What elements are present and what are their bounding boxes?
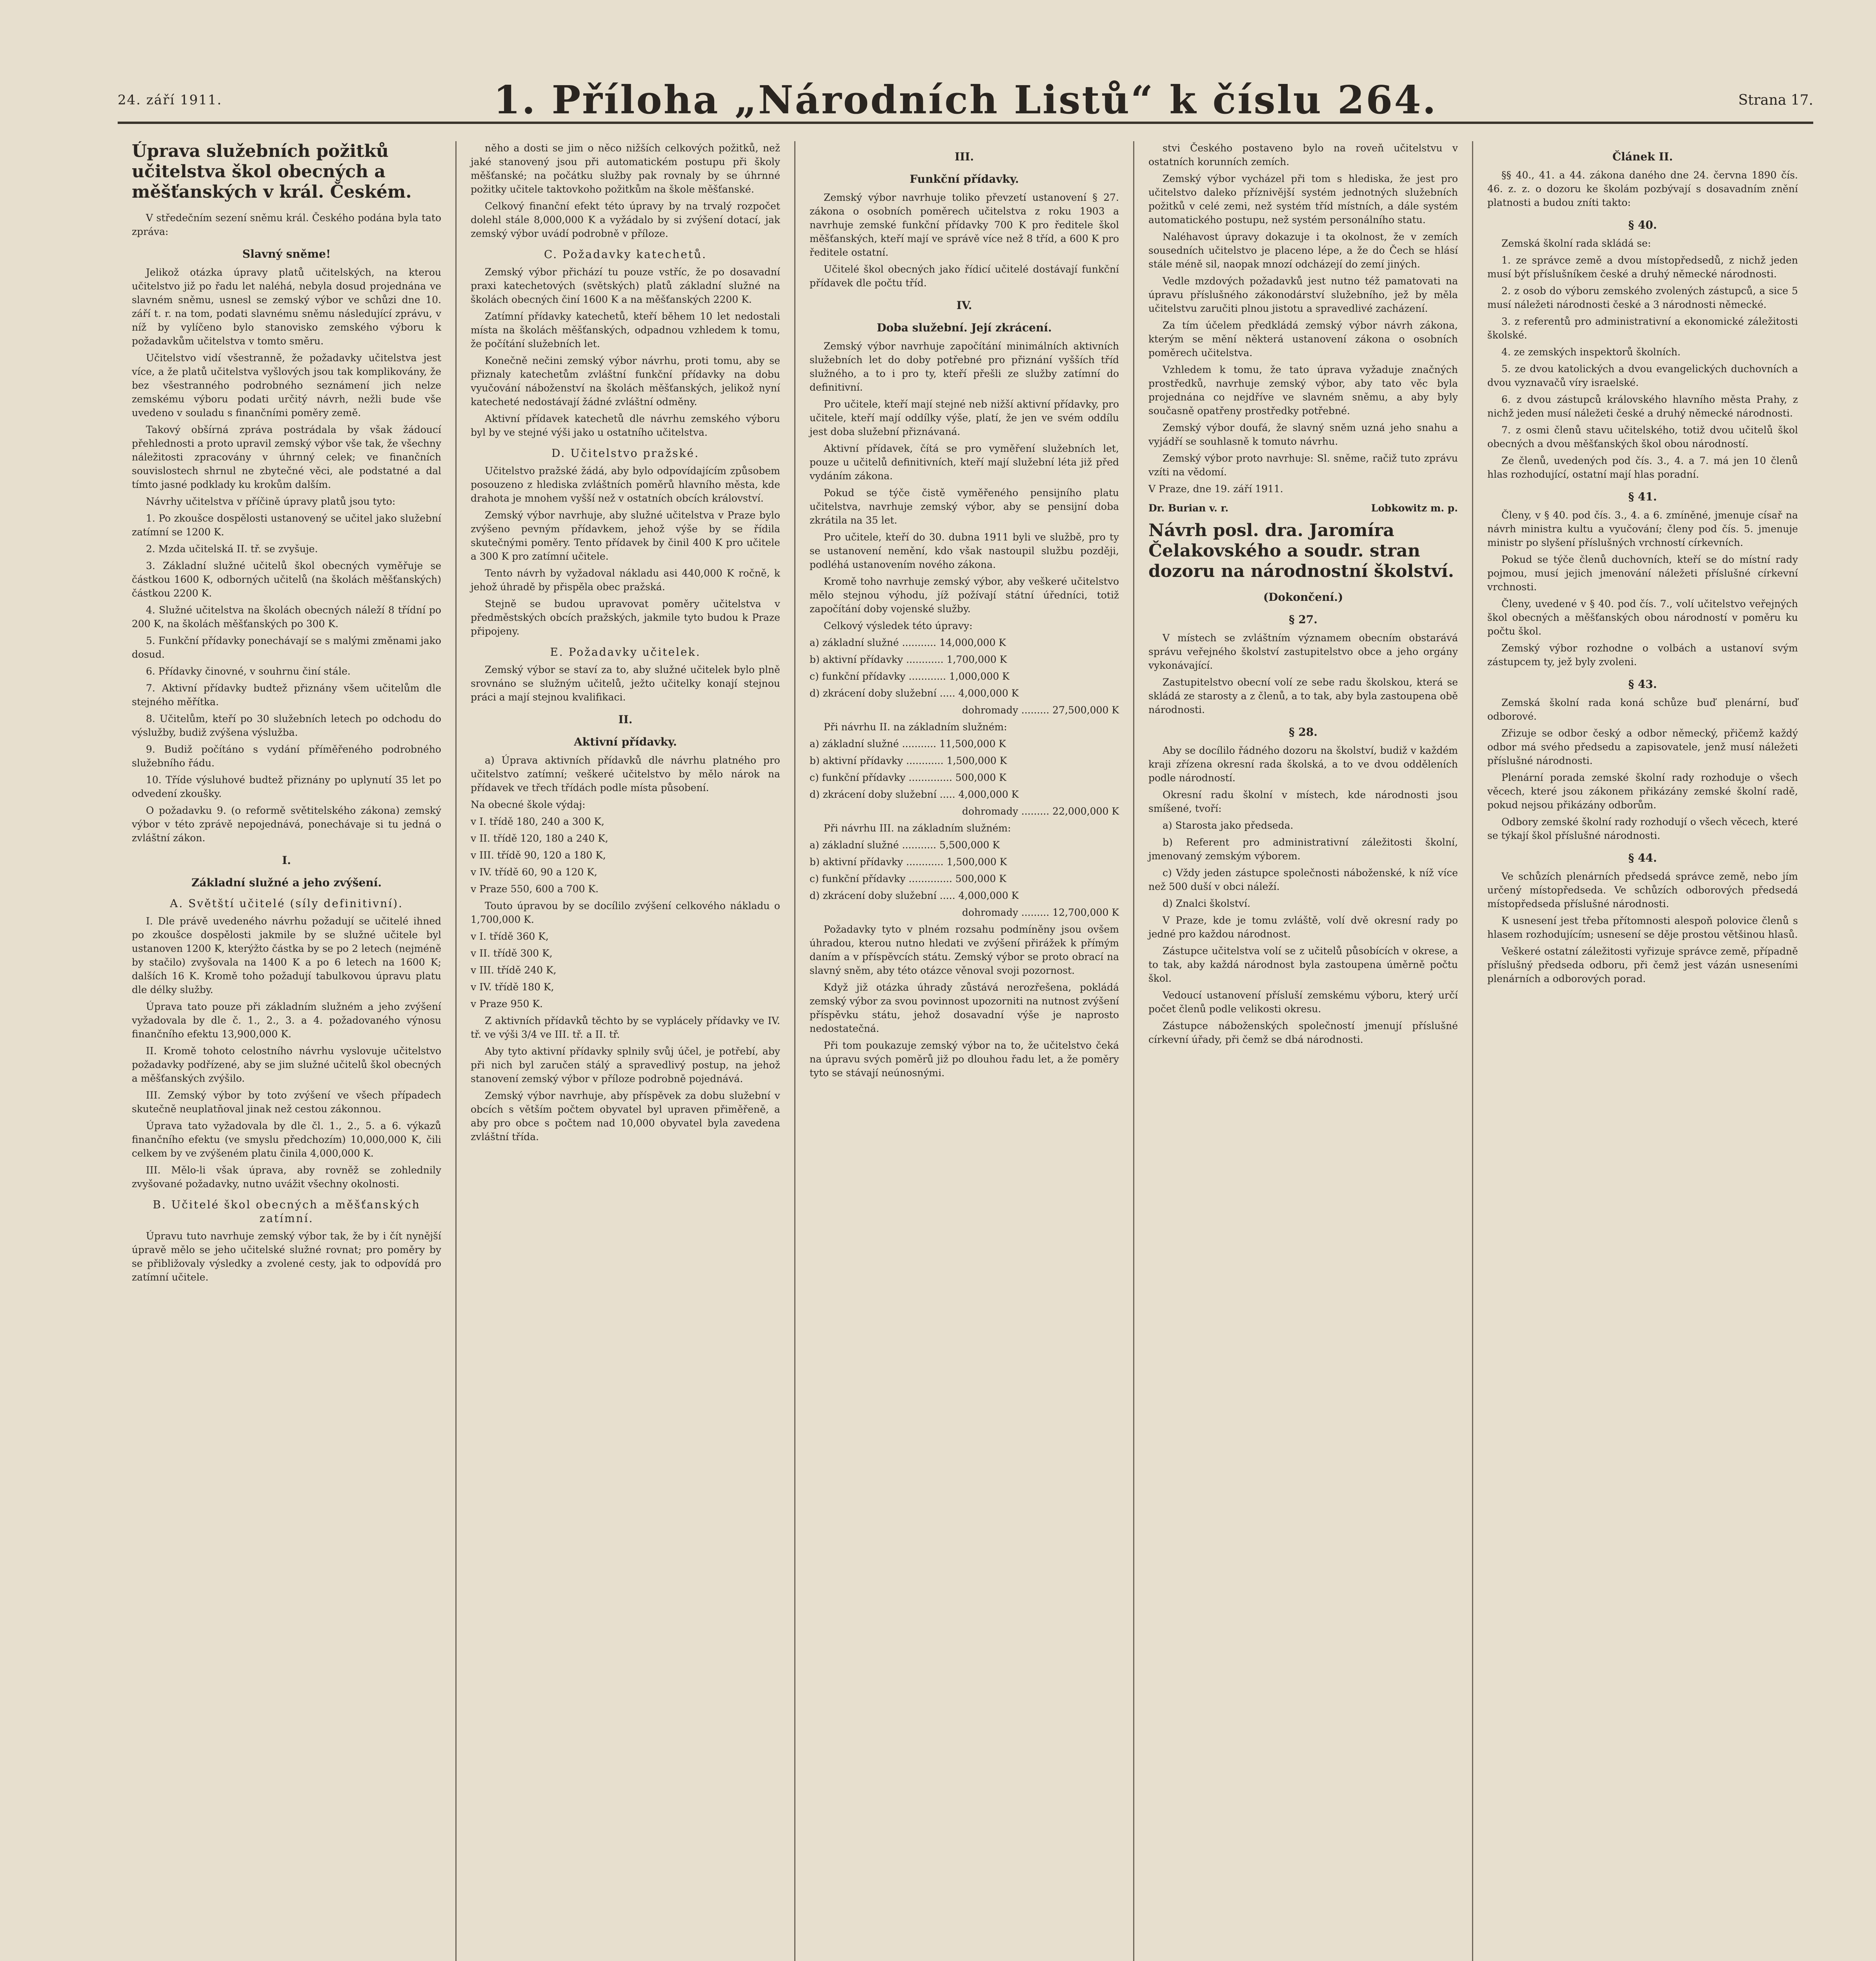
article-section-title: Článek II.: [1612, 150, 1673, 163]
table-line: v I. třídě 180, 240 a 300 K,: [471, 816, 604, 827]
list-item: 1. Po zkoušce dospělosti ustanovený se učitel jako služební zatímní se 1200 K.: [132, 513, 441, 538]
continuation-note: (Dokončení.): [1263, 591, 1343, 604]
list-item: c) Vždy jeden zástupce společnosti náboženské, k níž více než 500 duší v obci náleží.: [1148, 867, 1458, 892]
paragraph: Aby se docílilo řádného dozoru na školství, budiž v každém kraji zřízena okresní rada školská, a to ve dvou odděleních podle národností.: [1148, 745, 1458, 784]
section-number: § 41.: [1628, 490, 1657, 503]
paragraph: Z aktivních přídavků těchto by se vyplácely přídavky ve IV. tř. ve výši 3/4 ve III. tř. a II. tř.: [471, 1015, 780, 1040]
subsection-title: E. Požadavky učitelek.: [550, 646, 701, 659]
paragraph: Jelikož otázka úpravy platů učitelských, na kterou učitelstvo již po řadu let naléhá, nebyla dosud projednána ve slavném sněmu, usnesl se zemský výbor ve schůzi dne 10. září t. r. na tom, podati slavnému sněmu následující zprávu, v níž by vylíčeno bylo stanovisko zemského výboru k požadavkům učitelstva v tomto směru.: [132, 267, 441, 347]
paragraph: stvi Českého postaveno bylo na roveň učitelstvu v ostatních korunních zemích.: [1148, 142, 1458, 167]
table-line: d) zkrácení doby služební ..... 4,000,000 K: [810, 789, 1019, 800]
paragraph: něho a dosti se jim o něco nižších celkových požitků, než jaké stanovený jsou při automatickém postupu při školy měšťanské; na počátku služby pak rovnaly by se úhrnné požitky učitele taktovkoho požitkům na škole měšťanské.: [471, 142, 780, 195]
paragraph: Okresní radu školní v místech, kde národnosti jsou smíšené, tvoří:: [1148, 789, 1458, 814]
paragraph: Zástupce učitelstva volí se z učitelů působících v okrese, a to tak, aby každá národnost byla zastoupena úměrně počtu škol.: [1148, 945, 1458, 984]
table-line: a) základní služné ........... 14,000,000 K: [810, 637, 1006, 648]
list-item: 4. Služné učitelstva na školách obecných náleží 8 třídní po 200 K, na školách měšťanských po 300 K.: [132, 604, 441, 629]
section-title: Základní služné a jeho zvýšení.: [191, 876, 382, 889]
paragraph: Aktivní přídavek katechetů dle návrhu zemského výboru byl by ve stejné výši jako u ostatního učitelstva.: [471, 413, 780, 438]
paragraph: Pro učitele, kteří mají stejné neb nižší aktivní přídavky, pro učitele, kteří mají oddílky výše, platí, že jen ve svém oddílu jest doba služební přiznávaná.: [810, 398, 1119, 437]
paragraph: Celkový výsledek této úpravy:: [824, 620, 973, 631]
paragraph: Zatímní přídavky katechetů, kteří během 10 let nedostali místa na školách měšťanských, odpadnou vzhledem k tomu, že počítání služebních let.: [471, 311, 780, 349]
paragraph: Naléhavost úpravy dokazuje i ta okolnost, že v zemích sousedních učitelstvo je placeno lépe, a že do Čech se hlásí stále méně sil, naopak mnozí odcházejí do zemí jiných.: [1148, 231, 1458, 270]
column-3: [795, 141, 1134, 1961]
table-line: Na obecné škole výdaj:: [471, 799, 586, 810]
table-line: v III. třídě 240 K,: [471, 964, 557, 976]
paragraph: Zemský výbor vycházel při tom s hlediska, že jest pro učitelstvo daleko příznivější systém jednotných služebních požitků v celé zemi, než systém tříd místních, a dále systém automatického postupu, než systém personálního statu.: [1148, 173, 1458, 226]
table-line: v Praze 950 K.: [471, 998, 543, 1010]
signature-right: Lobkowitz m. p.: [1371, 502, 1458, 514]
paragraph: Aktivní přídavek, čítá se pro vyměření služebních let, pouze u učitelů definitivních, kteří mají služební léta již před vydáním zákona.: [810, 443, 1119, 482]
table-line: a) základní služné ........... 11,500,000 K: [810, 738, 1006, 749]
section-number: § 43.: [1628, 678, 1657, 691]
paragraph: Úprava tato vyžadovala by dle čl. 1., 2., 5. a 6. výkazů finančního efektu (ve smyslu předchozím) 10,000,000 K, čili celkem by ve zvýšeném platu činila 4,000,000 K.: [132, 1120, 441, 1159]
list-item: d) Znalci školství.: [1163, 898, 1250, 909]
table-line: c) funkční přídavky .............. 500,000 K: [810, 873, 1006, 884]
paragraph: Zemský výbor se staví za to, aby služné učitelek bylo plně srovnáno se služným učitelů, ježto učitelky konají stejnou práci a mají stejnou kvalifikaci.: [471, 664, 780, 703]
paragraph: Vedoucí ustanovení přísluší zemskému výboru, který určí počet členů podle velikosti okresu.: [1148, 990, 1458, 1015]
page-header: [118, 78, 1813, 124]
table-line: v I. třídě 360 K,: [471, 931, 549, 942]
paragraph: Aby tyto aktivní přídavky splnily svůj účel, je potřebí, aby při nich byl zaručen stálý a spravedlivý postup, na jehož stanovení zemský výbor v příloze podrobně pojednává.: [471, 1046, 780, 1084]
section-title: Funkční přídavky.: [910, 173, 1019, 186]
list-item: b) Referent pro administrativní záležitosti školní, jmenovaný zemským výborem.: [1148, 837, 1458, 862]
section-number: I.: [282, 854, 291, 867]
list-item: 4. ze zemských inspektorů školních.: [1501, 346, 1681, 358]
paragraph: Ze členů, uvedených pod čís. 3., 4. a 7. má jen 10 členů hlas rozhodující, ostatní mají hlas poradní.: [1487, 455, 1798, 480]
column-1: [118, 141, 457, 1961]
paragraph: V Praze, kde je tomu zvláště, volí dvě okresní rady po jedné pro každou národnost.: [1148, 915, 1458, 940]
table-total: dohromady ......... 12,700,000 K: [962, 907, 1119, 918]
list-item: 7. z osmi členů stavu učitelského, totiž dvou učitelů škol obecných a dvou měšťanských škol obou národností.: [1487, 424, 1798, 449]
list-item: 5. Funkční přídavky ponechávají se s malými změnami jako dosud.: [132, 635, 441, 660]
paragraph: a) Úprava aktivních přídavků dle návrhu platného pro učitelstvo zatímní; veškeré učitelstvo by mělo nárok na přídavek ve třech třídách podle místa působení.: [471, 755, 780, 793]
paragraph: Touto úpravou by se docílilo zvýšení celkového nákladu o 1,700,000 K.: [471, 900, 780, 925]
paragraph: §§ 40., 41. a 44. zákona daného dne 24. června 1890 čís. 46. z. z. o dozoru ke školám pozbývají s dosavadním znění platnosti a budou zníti takto:: [1487, 169, 1798, 208]
column-4: [1134, 141, 1473, 1961]
paragraph: Zemský výbor rozhodne o volbách a ustanoví svým zástupcem ty, jež byly zvoleni.: [1487, 642, 1798, 668]
issue-date: 24. září 1911.: [118, 92, 222, 108]
section-title: Doba služební. Její zkrácení.: [877, 321, 1052, 334]
table-line: c) funkční přídavky ............ 1,000,000 K: [810, 671, 1010, 682]
subsection-title: C. Požadavky katechetů.: [544, 248, 707, 261]
paragraph: Pokud se týče členů duchovních, kteří se do místní rady pojmou, musí jejich jmenování náležeti příslušné církevní vrchnosti.: [1487, 554, 1798, 593]
column-2: [457, 141, 795, 1961]
paragraph: Celkový finanční efekt této úpravy by na trvalý rozpočet dolehl stále 8,000,000 K a vyžádalo by si zvýšení dotací, jak zemský výbor uvádí podrobně v příloze.: [471, 200, 780, 239]
supplement-banner: 1. Příloha „Národních Listů“ k číslu 264.: [493, 77, 1437, 123]
paragraph: Za tím účelem předkládá zemský výbor návrh zákona, kterým se mění některá ustanovení zákona o osobních poměrech učitelstva.: [1148, 320, 1458, 358]
table-line: b) aktivní přídavky ............ 1,500,000 K: [810, 856, 1007, 868]
paragraph: Při návrhu II. na základním služném:: [824, 721, 1007, 733]
table-line: v II. třídě 300 K,: [471, 948, 553, 959]
paragraph: Učitelstvo vidí všestranně, že požadavky učitelstva jest více, a že platů učitelstva vyšlových jsou tak komplikovány, že bez všestranného podrobného seznámení jich nelze zemskému výboru podati určitý návrh, nežli bude vše uvedeno v souladu s finančními poměry země.: [132, 352, 441, 418]
paragraph: O požadavku 9. (o reformě světitelského zákona) zemský výbor v této zprávě nepojednává, ponechávaje si tu jedná o zvláštní zákon.: [132, 805, 441, 844]
table-line: v II. třídě 120, 180 a 240 K,: [471, 833, 608, 844]
paragraph: I. Dle právě uvedeného návrhu požadují se učitelé ihned po zkoušce dospělosti jakmile by se služné učitele byl ustanoven 1200 K, kterýžto částka by se po 2 letech (nejméně by stačilo) zvyšovala na 1400 K a po 6 letech na 1600 K; dalších 16 K. Kromě toho požadují tabulkovou úpravu platu dle délky služby.: [132, 915, 441, 995]
paragraph: Požadavky tyto v plném rozsahu podmíněny jsou ovšem úhradou, kterou nutno hledati ve zvýšení přirážek k přímým daním a v příspěvcích státu. Zemský výbor se proto obrací na slavný sněm, aby této otázce věnoval svoji pozornost.: [810, 924, 1119, 976]
section-number: § 40.: [1628, 218, 1657, 231]
paragraph: V místech se zvláštním významem obecním obstarává správu veřejného školství zastupitelstvo obce a jeho orgány vykonávající.: [1148, 632, 1458, 671]
paragraph: Takový obšírná zpráva postrádala by však žádoucí přehlednosti a proto upravil zemský výbor vše tak, že všechny náležitosti zpracovány v úhrnný celek; ve finančních souvislostech shrnul ne zbytečné věci, ale podstatné a dal tímto jasné podklady ku krokům dalším.: [132, 424, 441, 490]
dateline: V Praze, dne 19. září 1911.: [1148, 483, 1283, 495]
paragraph: Ve schůzích plenárních předsedá správce země, nebo jím určený místopředseda. Ve schůzích odborových předsedá místopředseda příslušné národnosti.: [1487, 871, 1798, 910]
subsection-title: D. Učitelstvo pražské.: [551, 447, 700, 460]
paragraph: V středečním sezení sněmu král. Českého podána byla tato zpráva:: [132, 212, 441, 237]
list-item: 1. ze správce země a dvou místopředsedů, z nichž jeden musí být příslušníkem české a druhý německé národnosti.: [1487, 255, 1798, 280]
paragraph: Návrhy učitelstva v příčině úpravy platů jsou tyto:: [146, 496, 396, 507]
paragraph: II. Kromě tohoto celostního návrhu vyslovuje učitelstvo požadavky podřízené, aby se jim služné učitelů škol obecných a měšťanských zvýšilo.: [132, 1045, 441, 1084]
table-total: dohromady ......... 27,500,000 K: [962, 704, 1119, 716]
list-item: 5. ze dvou katolických a dvou evangelických duchovních a dvou vyznavačů víry israelské.: [1487, 363, 1798, 388]
list-item: 3. z referentů pro administrativní a ekonomické záležitosti školské.: [1487, 316, 1798, 341]
paragraph: III. Mělo-li však úprava, aby rovněž se zohlednily zvyšované požadavky, nutno uvážit všechny okolnosti.: [132, 1164, 441, 1190]
paragraph: Zemský výbor navrhuje toliko převzetí ustanovení § 27. zákona o osobních poměrech učitelstva z roku 1903 a navrhuje zemské funkční přídavky 700 K pro ředitele škol měšťanských, kteří mají ve správě více než 8 tříd, a 600 K pro ředitele ostatní.: [810, 192, 1119, 258]
paragraph: Zemský výbor navrhuje započítání minimálních aktivních služebních let do doby potřebné pro přiznání vyšších tříd služného, a to i pro ty, kteří přešli ze služby zatímní do definitivní.: [810, 340, 1119, 393]
paragraph: Odbory zemské školní rady rozhodují o všech věcech, které se týkají škol příslušné národnosti.: [1487, 816, 1798, 841]
list-item: 2. Mzda učitelská II. tř. se zvyšuje.: [146, 543, 318, 555]
paragraph: Pro učitele, kteří do 30. dubna 1911 byli ve službě, pro ty se ustanovení nemění, kdo však nastoupil službu později, podléhá ustanovením nového zákona.: [810, 531, 1119, 570]
paragraph: Při návrhu III. na základním služném:: [824, 822, 1011, 834]
paragraph: Zemský výbor navrhuje, aby příspěvek za dobu služební v obcích s větším počtem obyvatel byl upraven přiměřeně, a aby pro obce s počtem nad 10,000 obyvatel byla zavedena zvláštní třída.: [471, 1090, 780, 1142]
paragraph: Konečně nečini zemský výbor návrhu, proti tomu, aby se přiznaly katechetům zvláštní funkční přídavky na dobu vyučování náboženství na školách měšťanských, jelikož nyní katecheté nedostávají žádné zvláštní odměny.: [471, 355, 780, 407]
paragraph: Členy, uvedené v § 40. pod čís. 7., volí učitelstvo veřejných škol obecných a měšťanských obou národností v poměru ku počtu škol.: [1487, 598, 1798, 637]
table-line: v IV. třídě 60, 90 a 120 K,: [471, 866, 597, 878]
list-item: 8. Učitelům, kteří po 30 služebních letech po odchodu do výslužby, budiž zvýšena výslužba.: [132, 713, 441, 738]
paragraph: Zemský výbor přichází tu pouze vstříc, že po dosavadní praxi katechetových (světských) platů základní služné na školách obecných činí 1600 K a na měšťanských 2200 K.: [471, 266, 780, 305]
paragraph: Stejně se budou upravovat poměry učitelstva v předměstských obcích pražských, jakmile tyto budou k Praze připojeny.: [471, 598, 780, 637]
list-item: 6. z dvou zástupců královského hlavního města Prahy, z nichž jeden musí náležeti české a druhý německé národnosti.: [1487, 394, 1798, 419]
table-line: v Praze 550, 600 a 700 K.: [471, 883, 599, 895]
section-number: II.: [618, 713, 633, 726]
paragraph: Veškeré ostatní záležitosti vyřizuje správce země, případně příslušný předseda odboru, při čemž jest vázán usneseními plenárních a odborových porad.: [1487, 946, 1798, 984]
paragraph: Úprava tato pouze při základním služném a jeho zvýšení vyžadovala by dle č. 1., 2., 3. a 4. požadovaného výnosu finančního efektu 13,900,000 K.: [132, 1001, 441, 1040]
signatures: [1148, 501, 1458, 515]
table-line: a) základní služné ........... 5,500,000 K: [810, 839, 1000, 851]
table-line: c) funkční přídavky .............. 500,000 K: [810, 772, 1006, 783]
section-number: § 28.: [1288, 726, 1318, 739]
paragraph: Zemský výbor doufá, že slavný sněm uzná jeho snahu a vyjádří se souhlasně k tomuto návrhu.: [1148, 422, 1458, 447]
paragraph: Kromě toho navrhuje zemský výbor, aby veškeré učitelstvo mělo stejnou výhodu, jíž požívají státní úředníci, totiž započítání doby vojenské služby.: [810, 576, 1119, 615]
paragraph: Pokud se týče čistě vyměřeného pensijního platu učitelstva, navrhuje zemský výbor, aby se pensijní doba zkrátila na 35 let.: [810, 487, 1119, 526]
paragraph: Tento návrh by vyžadoval nákladu asi 440,000 K ročně, k jehož úhradě by přispěla obec pražská.: [471, 568, 780, 593]
section-number: § 27.: [1288, 613, 1318, 626]
section-number: III.: [954, 150, 974, 163]
table-line: d) zkrácení doby služební ..... 4,000,000 K: [810, 890, 1019, 901]
salutation: Slavný sněme!: [242, 247, 331, 260]
paragraph: Zemská školní rada koná schůze buď plenární, buď odborové.: [1487, 697, 1798, 722]
list-item: 9. Budiž počítáno s vydání příměřeného podrobného služebního řádu.: [132, 744, 441, 769]
paragraph: Zemský výbor proto navrhuje: Sl. sněme, račiž tuto zprávu vzíti na vědomí.: [1148, 453, 1458, 478]
table-total: dohromady ......... 22,000,000 K: [962, 806, 1119, 817]
paragraph: Zástupce náboženských společností jmenují příslušné církevní úřady, při čemž se dbá národnosti.: [1148, 1020, 1458, 1045]
table-line: v IV. třídě 180 K,: [471, 981, 554, 993]
subsection-title: B. Učitelé škol obecných a měšťanských zatímní.: [153, 1198, 420, 1225]
list-item: 2. z osob do výboru zemského zvolených zástupců, a sice 5 musí náležeti národnosti české a 3 národnosti německé.: [1487, 285, 1798, 310]
signature-left: Dr. Burian v. r.: [1148, 502, 1229, 514]
section-number: IV.: [956, 299, 972, 312]
paragraph: Zemský výbor navrhuje, aby služné učitelstva v Praze bylo zvýšeno pevným přídavkem, jehož výše by se řídila skutečnými poměry. Tento přídavek by činil 400 K pro učitele a 300 K pro zatímní učitele.: [471, 509, 780, 562]
paragraph: III. Zemský výbor by toto zvýšení ve všech případech skutečně neuplatňoval jinak než cestou zákonnou.: [132, 1090, 441, 1115]
table-line: d) zkrácení doby služební ..... 4,000,000 K: [810, 688, 1019, 699]
paragraph: Když již otázka úhrady zůstává nerozřešena, pokládá zemský výbor za svou povinnost upozorniti na nutnost zvýšení příspěvku státu, jehož dosavadní výše je naprosto nedostatečná.: [810, 982, 1119, 1034]
table-line: b) aktivní přídavky ............ 1,700,000 K: [810, 654, 1007, 665]
paragraph: Učitelstvo pražské žádá, aby bylo odpovídajícím způsobem posouzeno z hlediska zvláštních poměrů hlavního města, kde drahota je mnohem vyšší než v ostatních obcích království.: [471, 465, 780, 504]
paragraph: Plenární porada zemské školní rady rozhoduje o všech věcech, které jsou zákonem přikázány zemské školní radě, pokud nejsou přikázány odborům.: [1487, 772, 1798, 811]
paragraph: Vedle mzdových požadavků jest nutno též pamatovati na úpravu příslušného zákonodárství služebního, jež by měla učitelstvu zaručiti plnou jistotu a spravedlivé zacházení.: [1148, 275, 1458, 314]
paragraph: Členy, v § 40. pod čís. 3., 4. a 6. zmíněné, jmenuje císař na návrh ministra kultu a vyučování; členy pod čís. 5. jmenuje ministr po slyšení příslušných vrchností církevních.: [1487, 509, 1798, 548]
section-title: Aktivní přídavky.: [574, 735, 677, 748]
paragraph: Vzhledem k tomu, že tato úprava vyžaduje značných prostředků, navrhuje zemský výbor, aby tato věc byla projednána co nejdříve ve slavném sněmu, a aby byly současně opatřeny prostředky potřebné.: [1148, 364, 1458, 417]
page-number: Strana 17.: [1738, 92, 1813, 108]
paragraph: Učitelé škol obecných jako řídicí učitelé dostávají funkční přídavek dle počtu tříd.: [810, 264, 1119, 289]
list-item: 10. Tříde výsluhové budtež přiznány po uplynutí 35 let po odvedení zkoušky.: [132, 774, 441, 799]
columns: [118, 141, 1813, 1961]
table-line: v III. třídě 90, 120 a 180 K,: [471, 850, 606, 861]
section-number: § 44.: [1628, 851, 1657, 864]
column-5: [1473, 141, 1812, 1961]
paragraph: Úpravu tuto navrhuje zemský výbor tak, že by i čít nynější úpravě mělo se jeho učitelské služné rovnat; pro poměry by se přibližovaly výsledky a zvolené cesty, jak to odpovídá pro zatímní učitele.: [132, 1230, 441, 1283]
paragraph: Zemská školní rada skládá se:: [1501, 238, 1651, 249]
article-headline: Úprava služebních požitků učitelstva škol obecných a měšťanských v král. Českém.: [132, 141, 412, 202]
paragraph: Zastupitelstvo obecní volí ze sebe radu školskou, která se skládá ze starosty a z členů, a to tak, aby byla zastoupena obě národnosti.: [1148, 677, 1458, 715]
list-item: 6. Přídavky činovné, v souhrnu činí stále.: [146, 666, 351, 677]
subsection-title: A. Světští učitelé (síly definitivní).: [170, 897, 403, 910]
list-item: 7. Aktivní přídavky budtež přiznány všem učitelům dle stejného měřítka.: [132, 682, 441, 708]
list-item: 3. Základní služné učitelů škol obecných vyměřuje se částkou 1600 K, odborných učitelů (na školách měšťanských) částkou 2200 K.: [132, 560, 441, 599]
paragraph: Zřizuje se odbor český a odbor německý, přičemž každý odbor má svého předsedu a zapisovatele, jenž musí náležeti příslušné národnosti.: [1487, 728, 1798, 766]
paragraph: Při tom poukazuje zemský výbor na to, že učitelstvo čeká na úpravu svých poměrů již po dlouhou řadu let, a že poměry tyto se stávají neúnosnými.: [810, 1040, 1119, 1079]
article-headline: Návrh posl. dra. Jaromíra Čelakovského a soudr. stran dozoru na národnostní školství.: [1148, 520, 1454, 581]
list-item: a) Starosta jako předseda.: [1163, 820, 1294, 831]
table-line: b) aktivní přídavky ............ 1,500,000 K: [810, 755, 1007, 766]
paragraph: K usnesení jest třeba přítomnosti alespoň polovice členů s hlasem rozhodujícím; usnesení se děje prostou většinou hlasů.: [1487, 915, 1798, 940]
